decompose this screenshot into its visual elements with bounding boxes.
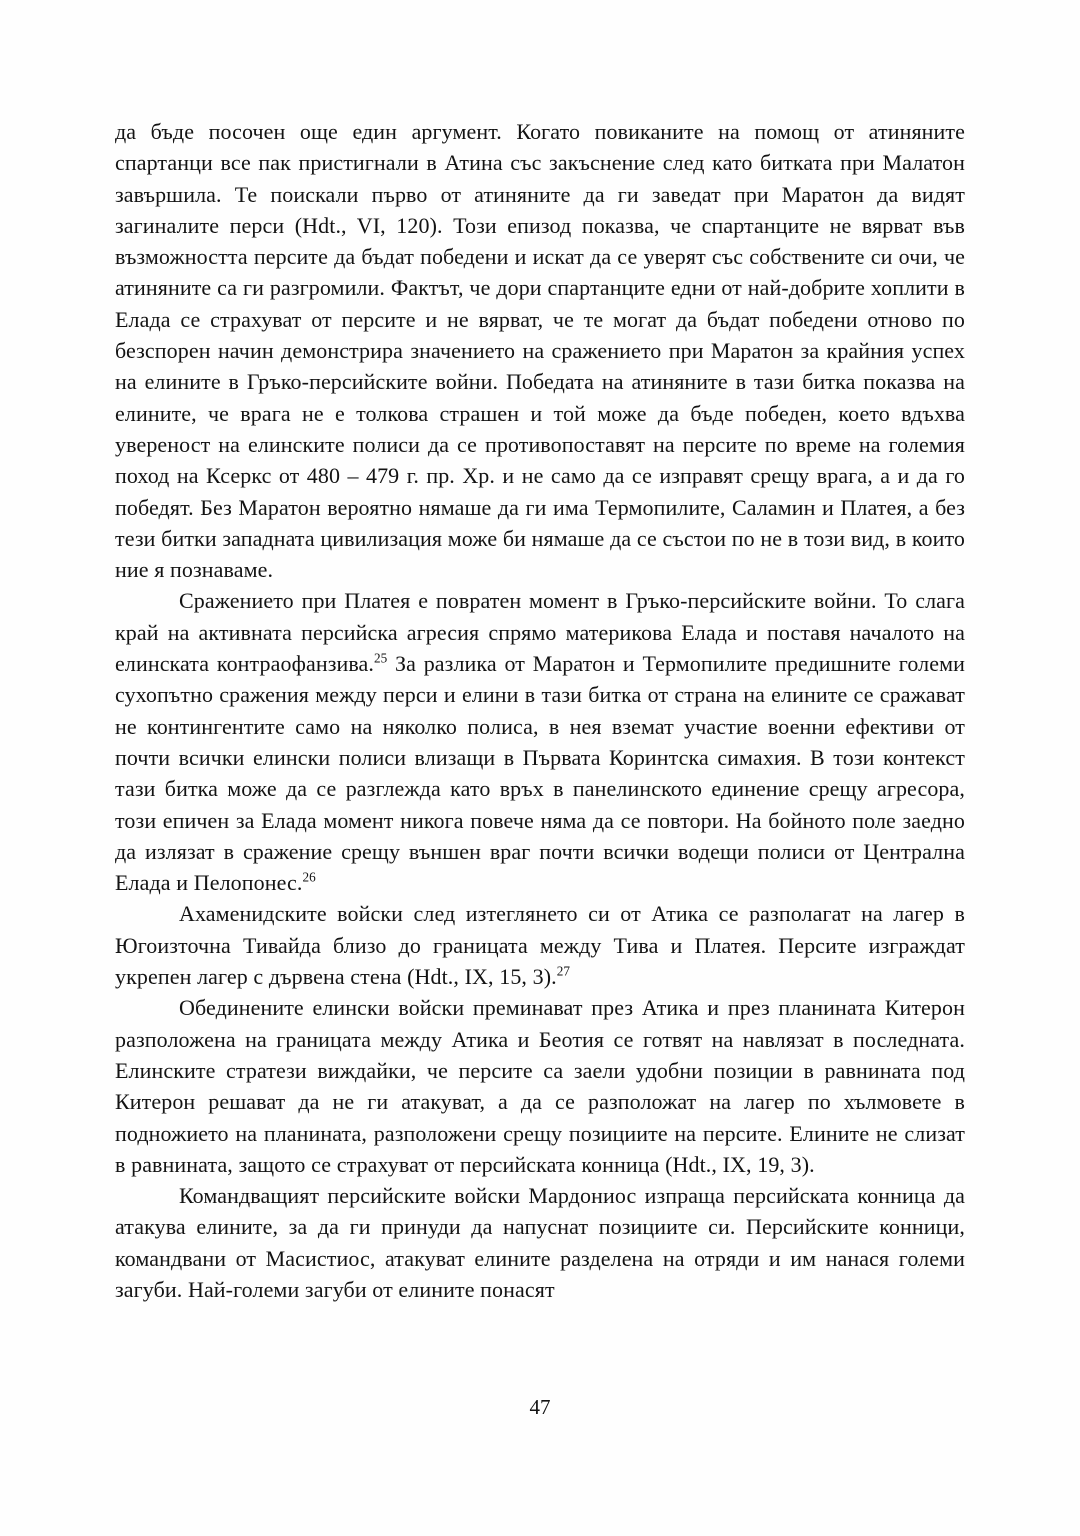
paragraph [115, 1180, 965, 1305]
footnote-reference: 26 [302, 869, 316, 885]
paragraph-text: Командващият персийските войски Мардониос изпраща персийската конница да атакува елините, за да ги принуди да напуснат позициите си. Персийските конници, командвани от Масистиос, атакуват елините разделена на отряди и им нанася големи загуби. Най-големи загуби от елините понасят [115, 1183, 965, 1302]
paragraph-text: Ахаменидските войски след изтеглянето си от Атика се разполагат на лагер в Югоизточна Тивайда близо до границата между Тива и Платея. Персите изграждат укрепен лагер с дървена стена (Hdt., IX, 15, 3). [115, 901, 965, 990]
paragraph-text: да бъде посочен още един аргумент. Когато повиканите на помощ от атиняните спартанци все пак пристигнали в Атина със закъснение след като битката при Малатон завършила. Те поискали първо от атиняните да ги заведат при Маратон да видят загиналите перси (Hdt., VI, 120). Този епизод показва, че спартанците не вярват във възможността персите да бъдат победени и искат да се уверят със собствените си очи, че атиняните са ги разгромили. Фактът, че дори спартанците едни от най-добрите хоплити в Елада се страхуват от персите и не вярват, че те могат да бъдат победени отново по безспорен начин демонстрира значението на сражението при Маратон за крайния успех на елините в Гръко-персийските войни. Победата на атиняните в тази битка показва на елините, че врага не е толкова страшен и той може да бъде победен, което вдъхва увереност на елинските полиси да се противопоставят на персите по време на големия поход на Ксеркс от 480 – 479 г. пр. Хр. и не само да се изправят срещу врага, а и да го победят. Без Маратон вероятно нямаше да ги има Термопилите, Саламин и Платея, а без тези битки западната цивилизация може би нямаше да се състои по не в този вид, в които ние я познаваме. [115, 119, 965, 583]
page-number: 47 [529, 1395, 551, 1419]
paragraph-text: За разлика от Маратон и Термопилите предишните големи сухопътно сражения между перси и елини в тази битка от страна на елините се сражават не контингентите само на няколко полиса, в нея вземат участие военни ефективи от почти всички елински полиси влизащи в Първата Коринтска симахия. В този контекст тази битка може да се разглежда като връх в панелинското единение срещу агресора, този епичен за Елада момент никога повече няма да се повтори. На бойното поле заедно да излязат в сражение срещу външен враг почти всички водещи полиси от Централна Елада и Пелопонес. [115, 651, 965, 896]
paragraph [115, 116, 965, 585]
paragraph-text: Обединените елински войски преминават през Атика и през планината Китерон разположена на границата между Атика и Беотия се готвят на навлязат в последната. Елинските стратези виждайки, че персите са заели удобни позиции в равнината под Китерон решават да не ги атакуват, а да се разположат на лагер по хълмовете в подножието на планината, разположени срещу позициите на персите. Елините не слизат в равнината, защото се страхуват от персийската конница (Hdt., IX, 19, 3). [115, 995, 965, 1177]
page-footer [0, 1394, 1080, 1420]
paragraph [115, 992, 965, 1180]
paragraph [115, 585, 965, 898]
footnote-reference: 25 [374, 650, 388, 666]
paragraph [115, 898, 965, 992]
footnote-reference: 27 [556, 963, 570, 979]
paragraph-text: Сражението при Платея е повратен момент в Гръко-персийските войни. То слага край на активната персийска агресия спрямо материкова Елада и поставя началото на елинската контраофанзива. [115, 588, 965, 677]
text-block [115, 116, 965, 1305]
